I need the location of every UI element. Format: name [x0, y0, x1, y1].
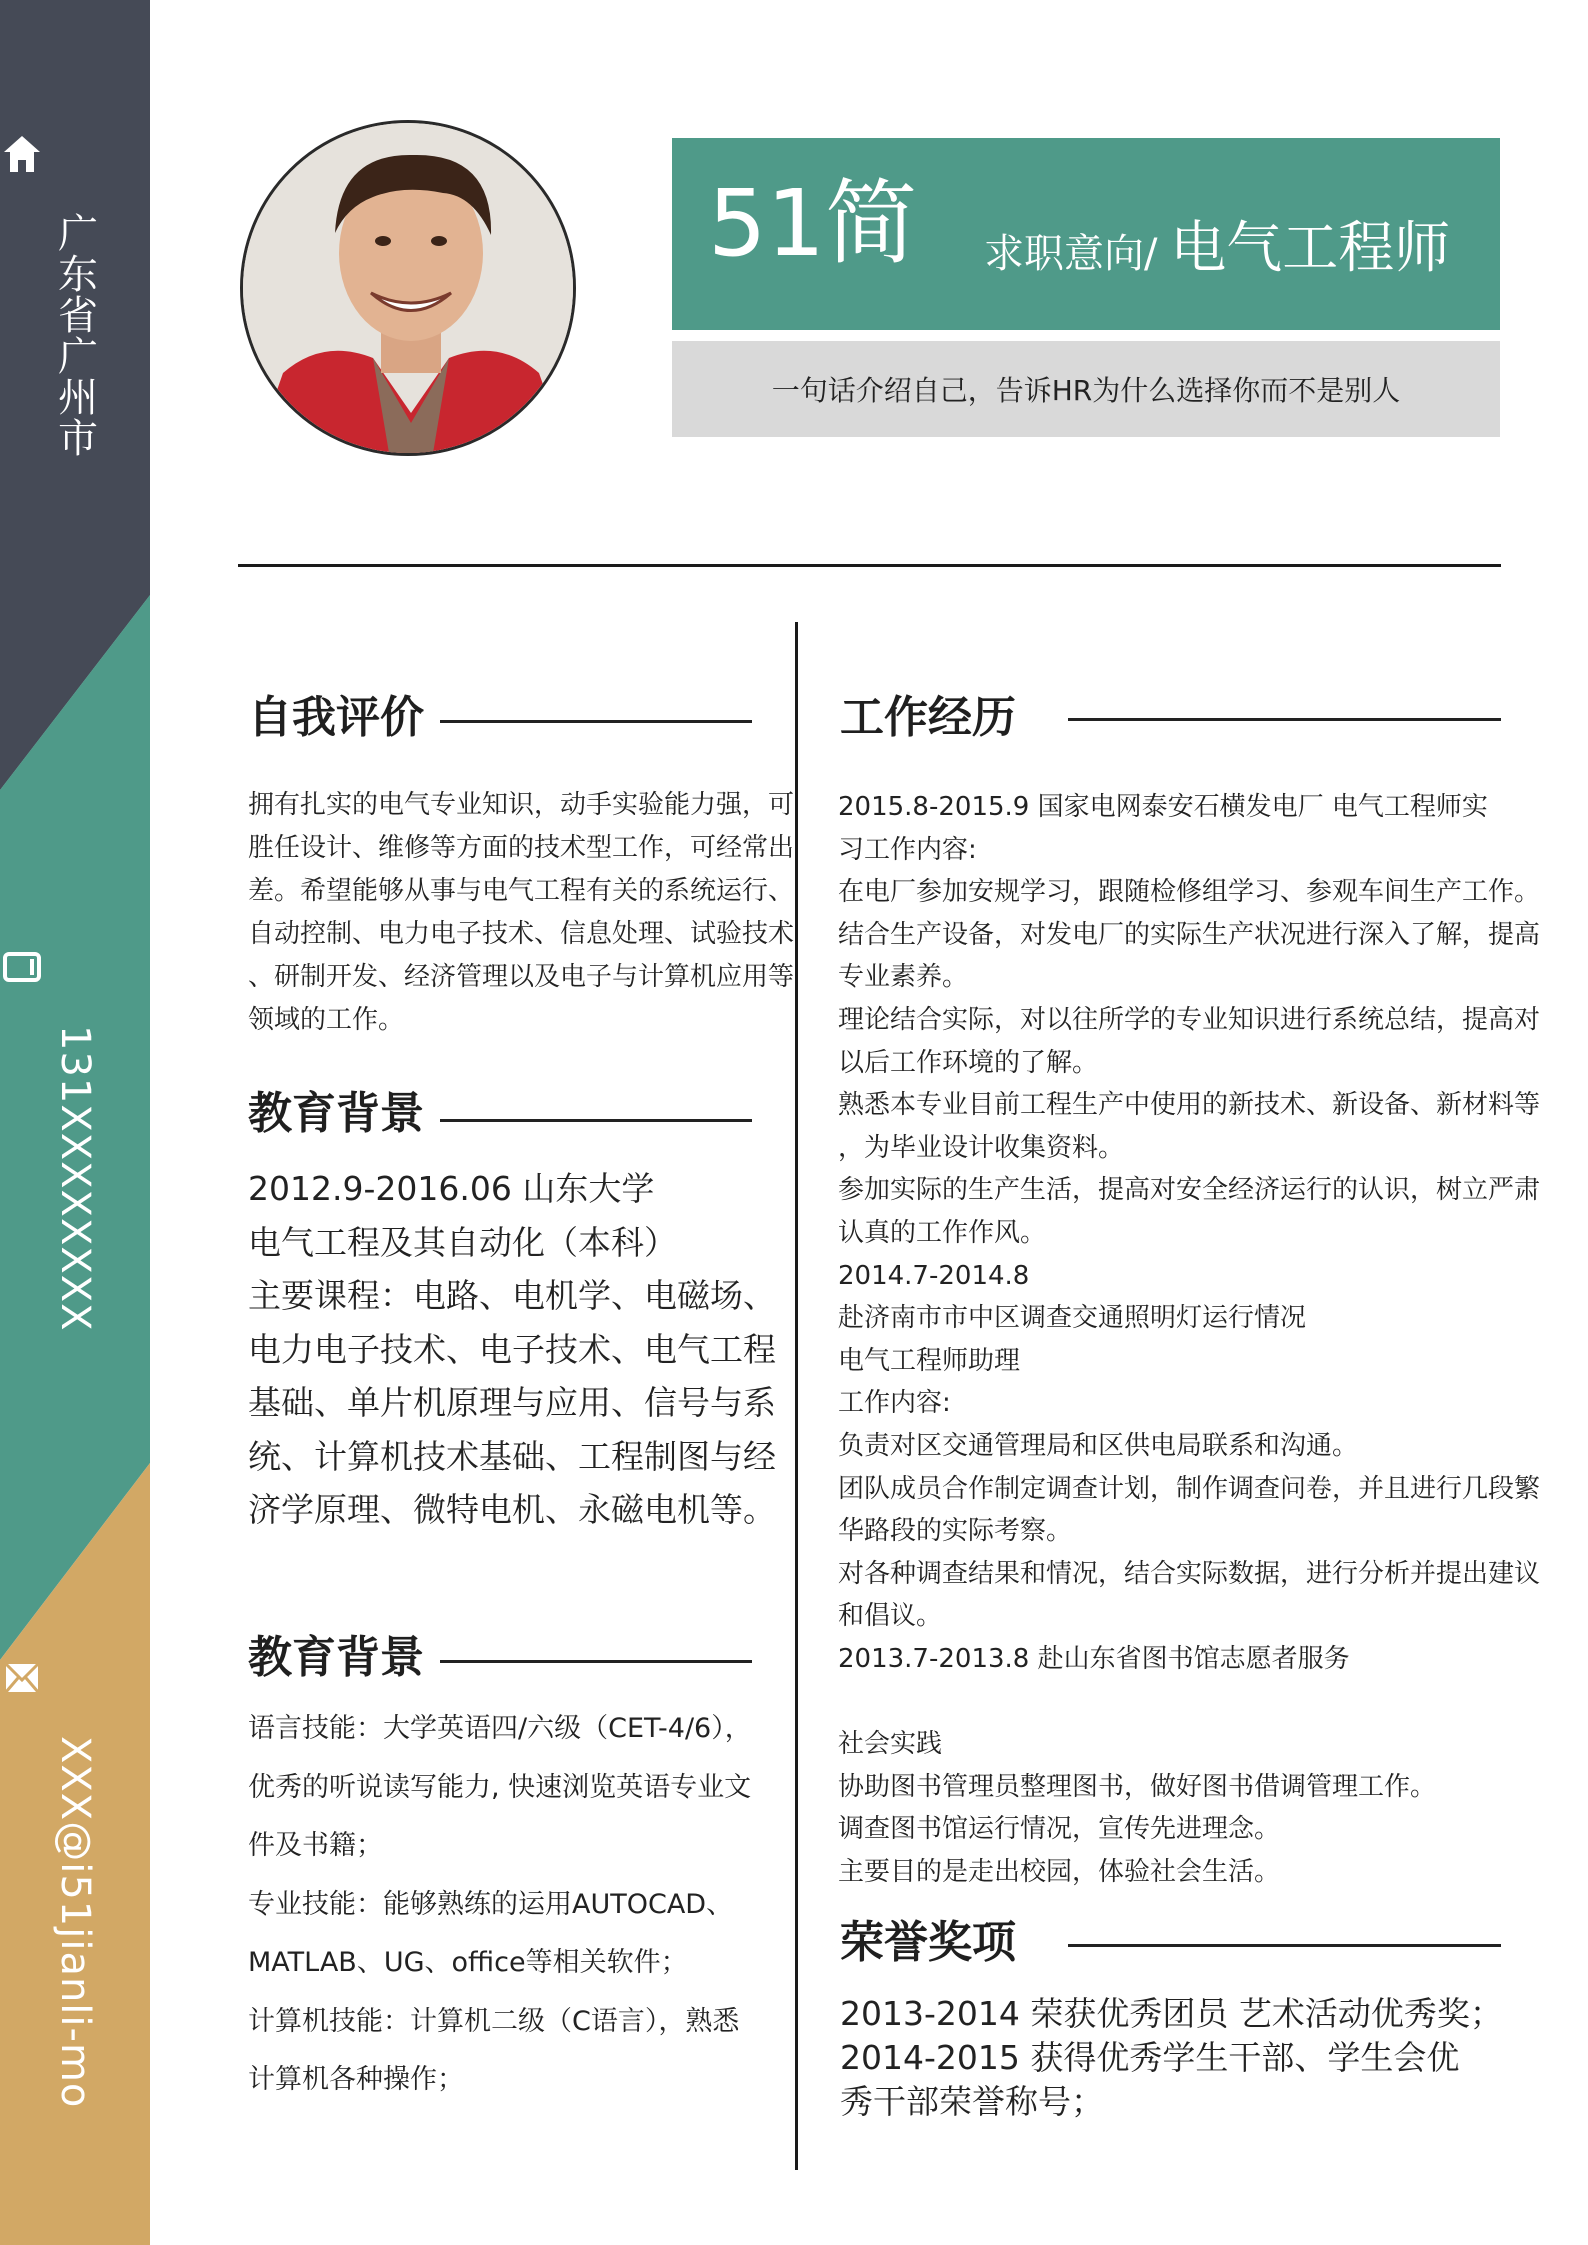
text-line: 秀干部荣誉称号； [840, 2082, 1104, 2121]
header-divider [238, 564, 1501, 567]
text-line: 调查图书馆运行情况，宣传先进理念。 [838, 1814, 1281, 1845]
text-line: 专业素养。 [838, 962, 969, 993]
text-line: 济学原理、微特电机、永磁电机等。 [248, 1490, 776, 1529]
text-line: 统、计算机技术基础、工程制图与经 [248, 1436, 776, 1476]
text-line: 以后工作环境的了解。 [838, 1047, 1099, 1078]
avatar-illustration [243, 123, 576, 456]
text-line: 对各种调查结果和情况，结合实际数据，进行分析并提出建议 [838, 1558, 1541, 1589]
location-item [0, 132, 150, 458]
text-line: 2014.7-2014.8 [838, 1260, 1030, 1291]
brand-logo: 51简 [708, 170, 918, 277]
self-eval-text [248, 784, 794, 1042]
text-line: 工作内容: [838, 1388, 951, 1419]
home-icon [50, 132, 100, 182]
education-text [248, 1162, 776, 1537]
text-line: 参加实际的生产生活，提高对安全经济运行的认识，树立严肃 [838, 1175, 1541, 1206]
text-line: 主要课程：电路、电机学、电磁场、 [248, 1276, 776, 1315]
text-line: 电气工程及其自动化（本科） [248, 1222, 677, 1262]
phone-icon [50, 945, 100, 995]
text-line: 赴济南市市中区调查交通照明灯运行情况 [838, 1303, 1307, 1334]
work-title: 工作经历 [840, 692, 1016, 743]
text-line: 领域的工作。 [248, 1005, 405, 1035]
location-text: 广东省广州市 [51, 212, 98, 458]
text-line: 团队成员合作制定调查计划，制作调查问卷，并且进行几段繁 [838, 1473, 1541, 1504]
text-line: 熟悉本专业目前工程生产中使用的新技术、新设备、新材料等 [838, 1090, 1541, 1121]
education-underline [440, 1119, 752, 1122]
text-line: 计算机技能：计算机二级（C语言），熟悉 [248, 2005, 740, 2037]
text-line: 在电厂参加安规学习，跟随检修组学习、参观车间生产工作。 [838, 877, 1541, 908]
text-line: 习工作内容: [838, 834, 977, 865]
text-line: 理论结合实际，对以往所学的专业知识进行系统总结，提高对 [838, 1004, 1541, 1035]
text-line: 专业技能：能够熟练的运用AUTOCAD、 [248, 1888, 734, 1920]
text-line: 和倡议。 [838, 1601, 943, 1632]
text-line: 计算机各种操作； [248, 2064, 464, 2095]
text-line: 、研制开发、经济管理以及电子与计算机应用等 [248, 962, 795, 992]
text-line: 胜任设计、维修等方面的技术型工作，可经常出 [248, 833, 795, 863]
text-line: 2014-2015 获得优秀学生干部、学生会优 [840, 2038, 1460, 2077]
column-divider [795, 622, 798, 2170]
text-line: 件及书籍； [248, 1830, 383, 1861]
email-text: XXX@i51jianli-mo [52, 1736, 98, 2109]
text-line: 2013.7-2013.8 赴山东省图书馆志愿者服务 [838, 1643, 1350, 1674]
text-line: 基础、单片机原理与应用、信号与系 [248, 1383, 776, 1422]
text-line: ，为毕业设计收集资料。 [838, 1132, 1125, 1163]
text-line: 差。希望能够从事与电气工程有关的系统运行、 [248, 876, 795, 906]
text-line [838, 1680, 1540, 1723]
text-line: 协助图书管理员整理图书，做好图书借调管理工作。 [838, 1771, 1437, 1802]
text-line: 结合生产设备，对发电厂的实际生产状况进行深入了解，提高 [838, 919, 1541, 950]
text-line: 2012.9-2016.06 山东大学 [248, 1169, 655, 1208]
sidebar [0, 0, 150, 2245]
awards-text [840, 1992, 1503, 2124]
awards-underline [1068, 1944, 1501, 1947]
text-line: 主要目的是走出校园，体验社会生活。 [838, 1856, 1281, 1887]
text-line: 拥有扎实的电气专业知识，动手实验能力强，可 [248, 790, 795, 820]
phone-text: 131XXXXXXXX [52, 1025, 98, 1332]
skills-text [248, 1700, 752, 2110]
header-banner [672, 138, 1500, 330]
text-line: 负责对区交通管理局和区供电局联系和沟通。 [838, 1430, 1359, 1461]
tagline-box [672, 341, 1500, 437]
phone-item [0, 945, 150, 1332]
self-eval-underline [440, 720, 752, 723]
email-item [0, 1656, 150, 2108]
skills-title: 教育背景 [248, 1632, 424, 1683]
text-line: MATLAB、UG、office等相关软件； [248, 1947, 688, 1978]
text-line: 华路段的实际考察。 [838, 1516, 1073, 1547]
text-line: 优秀的听说读写能力, 快速浏览英语专业文 [248, 1771, 752, 1803]
skills-underline [440, 1660, 752, 1663]
job-intent-role: 电气工程师 [1170, 216, 1451, 281]
profile-photo [240, 120, 576, 456]
awards-title: 荣誉奖项 [840, 1917, 1016, 1968]
job-intent-label: 求职意向/ [984, 231, 1158, 277]
text-line: 电力电子技术、电子技术、电气工程 [248, 1329, 776, 1369]
work-text [838, 786, 1540, 1893]
tagline: 一句话介绍自己，告诉HR为什么选择你而不是别人 [771, 374, 1401, 407]
text-line: 语言技能：大学英语四/六级（CET-4/6）， [248, 1713, 752, 1744]
job-intent [984, 204, 1450, 284]
text-line: 认真的工作作风。 [838, 1217, 1047, 1248]
text-line: 社会实践 [838, 1729, 943, 1760]
text-line: 2015.8-2015.9 国家电网泰安石横发电厂 电气工程师实 [838, 792, 1488, 822]
education-title: 教育背景 [248, 1088, 424, 1139]
text-line: 2013-2014 荣获优秀团员 艺术活动优秀奖； [840, 1994, 1503, 2033]
mail-icon [50, 1656, 100, 1706]
work-underline [1068, 718, 1501, 721]
text-line: 自动控制、电力电子技术、信息处理、试验技术 [248, 919, 795, 949]
text-line: 电气工程师助理 [838, 1345, 1021, 1376]
self-eval-title: 自我评价 [248, 692, 424, 743]
